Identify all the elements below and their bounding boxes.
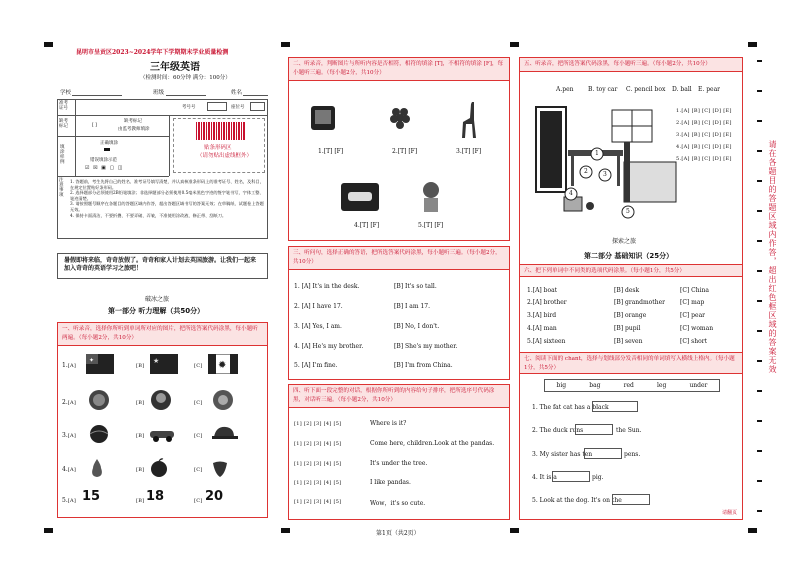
q4-4-options[interactable]: [1] [2] [3] [4] [5] (294, 480, 342, 486)
q7-3-text: 3. My sister has ten (532, 451, 593, 458)
q3-1-b[interactable]: [B] It's so tall. (394, 283, 437, 290)
q6-2-b[interactable]: [B] grandmother (614, 299, 665, 306)
number-20: 20 (205, 489, 224, 504)
q2-1-tf[interactable]: 1.[T] [F] (318, 148, 344, 155)
q7-2-text-end: the Sun. (616, 427, 642, 434)
q7-4-text-end: pig. (592, 474, 604, 481)
fill-example-label: 填涂样例 (60, 145, 65, 165)
coin-image (88, 389, 110, 411)
q1-2-a[interactable]: [A] (67, 400, 77, 406)
word-big: big (556, 382, 567, 389)
q6-4-a[interactable]: 4.[A] man (527, 325, 557, 332)
q3-3-a[interactable]: 3. [A] Yes, I am. (294, 323, 342, 330)
china-flag-image (150, 354, 178, 374)
q5-option-c: C. pencil box (626, 86, 666, 93)
q1-1-a[interactable]: [A] (67, 363, 77, 369)
corner-mark (44, 528, 53, 533)
q3-3-b[interactable]: [B] No, I don't. (394, 323, 440, 330)
adventure-label: 破冰之旅 (145, 296, 170, 303)
q1-3-c[interactable]: [C] (194, 433, 203, 439)
q7-4-answer[interactable] (552, 471, 590, 482)
number-15: 15 (82, 489, 101, 504)
q4-2-text: Come here, children.Look at the pandas. (370, 440, 495, 447)
barcode-area-label: 贴条形码区 (204, 145, 232, 151)
word-leg: leg (657, 382, 667, 389)
q4-instruction: 四、听下面一段完整的对话，根据你所听到的内容给句子排序，把所选序号代码涂黑，对话听三遍。（每小题2分，共10分） (289, 385, 509, 408)
q3-5-a[interactable]: 5. [A] I'm fine. (294, 362, 338, 369)
word-bag: bag (589, 382, 601, 389)
room-number-2: 2 (584, 168, 588, 175)
q1-2-c[interactable]: [C] (194, 400, 203, 406)
q3-4-b[interactable]: [B] She's my mother. (394, 343, 458, 350)
q6-5-c[interactable]: [C] short (680, 338, 708, 345)
q2-instruction: 二、听录音，判断图片与所听内容是否相符，相符的填涂 [T]，不相符的填涂 [F]，每小题听三遍。（每小题2分，共10分） (289, 58, 509, 81)
q7-word-bank (544, 379, 720, 392)
q6-4-c[interactable]: [C] woman (680, 325, 714, 332)
car-sign-image (340, 182, 380, 212)
q4-1-options[interactable]: [1] [2] [3] [4] [5] (294, 421, 342, 427)
q1-4-b[interactable]: [B] (136, 467, 145, 473)
q7-1-text: 1. The fat cat has a black (532, 404, 609, 411)
q6-3-b[interactable]: [B] orange (614, 312, 647, 319)
corner-mark (281, 528, 290, 533)
q3-1-a[interactable]: 1. [A] It's in the desk. (294, 283, 360, 290)
q6-instruction: 六、把下列单词中不同类的选项代码涂黑。（每小题1分，共5分） (520, 264, 742, 277)
wrong-fill-label: 错误填涂示范 (90, 158, 117, 163)
q4-5-options[interactable]: [1] [2] [3] [4] [5] (294, 499, 342, 505)
q5-instruction: 五、听录音，把所选答案代码涂黑，每小题听三遍。（每小题2分，共10分） (520, 58, 742, 72)
part1-title: 第一部分 听力理解（共50分） (108, 307, 205, 315)
q6-1-b[interactable]: [B] desk (614, 287, 640, 294)
seat-label: 座位号 (231, 105, 245, 110)
explore-label: 探索之旅 (612, 238, 637, 245)
turn-page-label: 请翻页 (722, 510, 738, 516)
pear-image (88, 456, 106, 478)
svg-text:★: ★ (153, 357, 160, 365)
q7-2-text: 2. The duck runs (532, 427, 584, 434)
q6-5-a[interactable]: 5.[A] sixteen (527, 338, 566, 345)
part2-title: 第二部分 基础知识（25分） (584, 252, 674, 260)
district-title: 昆明市呈贡区2023~2024学年下学期期末学业质量检测 (76, 49, 229, 56)
q5-1-options[interactable]: 1.[A] [B] [C] [D] [E] (676, 108, 732, 114)
q6-5-b[interactable]: [B] seven (614, 338, 643, 345)
q7-1-answer[interactable] (592, 401, 638, 412)
page-footer: 第1页（共2页） (376, 530, 420, 537)
q1-1-c[interactable]: [C] (194, 363, 203, 369)
q6-2-a[interactable]: 2.[A] brother (527, 299, 567, 306)
q5-option-b: B. toy car (588, 86, 618, 93)
q1-4-a[interactable]: [A] (67, 467, 77, 473)
word-red: red (623, 382, 634, 389)
flag-image (86, 354, 114, 374)
q1-5-a[interactable]: [A] (67, 498, 77, 504)
q6-3-a[interactable]: 3.[A] bird (527, 312, 557, 319)
corner-mark (748, 42, 757, 47)
corner-mark (510, 528, 519, 533)
q7-3-text-end: pens. (624, 451, 641, 458)
q1-5-b[interactable]: [B] (136, 498, 145, 504)
q7-5-answer[interactable] (612, 494, 650, 505)
room-number-4: 4 (569, 190, 573, 197)
q4-3-text: It's under the tree. (370, 460, 428, 467)
q6-2-c[interactable]: [C] map (680, 299, 705, 306)
room-number-3: 3 (603, 171, 607, 178)
room-number-1: 1 (595, 150, 599, 157)
time-score: （检测时间：60分钟 满分：100分） (140, 75, 231, 81)
canada-flag-image (208, 354, 238, 374)
school-label: 学校 (60, 90, 72, 96)
q1-instruction: 一、听录音，选择你所听到单词所对应的图片，把所选答案代码涂黑，每小题听两遍。（每小题2分，共10分） (58, 323, 267, 346)
notes-text: 1. 答题前，考生先将自己的姓名、准考证号填写清楚，并认真核准条形码上的准考证号、姓名，及科目，在规定位置贴好条形码。 2. 选择题部分必须使用2B铅笔填涂；非选择题部分必须使用0.5毫米黑色字迹的签字笔书写，字体工整、笔迹清楚。 3. 请按照题号顺序在各题目的答题区域内作答，超出答题区域书写的答案无效；在草稿纸、试题卷上答题无效。 4. 保持卡面清洁，不要折叠、不要弄破、弄皱，不准使用涂改液、修正带、刮纸刀。 (70, 179, 264, 218)
q1-2-b[interactable]: [B] (136, 400, 145, 406)
q6-4-b[interactable]: [B] pupil (614, 325, 641, 332)
q4-3-options[interactable]: [1] [2] [3] [4] [5] (294, 461, 342, 467)
barcode-graphic (196, 122, 246, 140)
number-18: 18 (146, 489, 165, 504)
q4-5-text: Wow，it's so cute. (370, 500, 426, 507)
subject-title: 三年级英语 (150, 62, 200, 73)
marker-label: 缺考标记 (59, 119, 68, 129)
intro-box (57, 253, 268, 279)
q3-4-a[interactable]: 4. [A] He's my brother. (294, 343, 364, 350)
q5-3-options[interactable]: 3.[A] [B] [C] [D] [E] (676, 132, 732, 138)
cap-image (210, 424, 238, 442)
tv-image (310, 104, 336, 134)
q3-panel (288, 246, 510, 380)
marker-note-2: 由监考教师填涂 (118, 127, 150, 132)
corner-mark (281, 42, 290, 47)
absent-marker-box[interactable]: [ ] (92, 123, 97, 128)
barcode-note: （请勿贴出虚线框外） (197, 153, 253, 159)
q4-4-text: I like pandas. (370, 479, 411, 486)
coin-image (212, 389, 234, 411)
seat-input[interactable] (250, 102, 265, 111)
q3-5-b[interactable]: [B] I'm from China. (394, 362, 453, 369)
q6-3-c[interactable]: [C] pear (680, 312, 706, 319)
notes-label: 注意事项 (59, 178, 64, 198)
exam-code-input[interactable] (207, 102, 227, 111)
giraffe-image (458, 100, 480, 140)
marker-note: 缺考标记 (124, 119, 142, 124)
toy-car-image (148, 426, 176, 442)
q7-5-text: 5. Look at the dog. It's on the (532, 497, 622, 504)
q5-2-options[interactable]: 2.[A] [B] [C] [D] [E] (676, 120, 732, 126)
boy-image (418, 180, 444, 214)
q7-2-answer[interactable] (575, 424, 613, 435)
q7-4-text: 4. It is a (532, 474, 557, 481)
q7-instruction: 七、阅读下面的 chant，选择与划线部分发音相同的单词填写入横线上格内。（每小题1分，共5分） (520, 352, 742, 374)
q3-2-a[interactable]: 2. [A] I have 17. (294, 303, 343, 310)
ball-image (88, 424, 110, 444)
q1-5-c[interactable]: [C] (194, 498, 203, 504)
timing-marks (757, 60, 763, 520)
name-label: 姓名 (231, 90, 243, 96)
coin-image (150, 389, 172, 411)
q1-3-b[interactable]: [B] (136, 433, 145, 439)
correct-fill-label: 正确填涂 (100, 141, 118, 146)
corner-mark (44, 42, 53, 47)
q3-2-b[interactable]: [B] I am 17. (394, 303, 430, 310)
bedroom-illustration (528, 102, 678, 222)
word-under: under (689, 382, 708, 389)
exam-no-label: 准考证号 (59, 101, 68, 111)
room-number-5: 5 (626, 208, 630, 215)
corner-mark (748, 528, 757, 533)
q2-4-tf[interactable]: 4.[T] [F] (354, 222, 380, 229)
exam-code-label: 考号号 (182, 105, 196, 110)
apple-image (148, 456, 170, 478)
q6-1-a[interactable]: 1.[A] boat (527, 287, 558, 294)
q5-option-d: D. ball (672, 86, 692, 93)
q4-1-text: Where is it? (370, 420, 407, 427)
strawberry-image (210, 456, 230, 478)
q1-1-b[interactable]: [B] (136, 363, 145, 369)
side-warning: 请在各题目的答题区域内作答，超出红色框区域的答案无效 (768, 140, 777, 374)
class-label: 班级 (153, 90, 165, 96)
q1-4-c[interactable]: [C] (194, 467, 203, 473)
wrong-fill-samples: ☑ ☒ ▣ ▢ ◫ (85, 165, 124, 171)
q6-1-c[interactable]: [C] China (680, 287, 709, 294)
q2-3-tf[interactable]: 3.[T] [F] (456, 148, 482, 155)
q5-4-options[interactable]: 4.[A] [B] [C] [D] [E] (676, 144, 732, 150)
q7-3-answer[interactable] (584, 448, 622, 459)
svg-text:✹: ✹ (218, 360, 227, 371)
q4-2-options[interactable]: [1] [2] [3] [4] [5] (294, 441, 342, 447)
q2-5-tf[interactable]: 5.[T] [F] (418, 222, 444, 229)
q3-instruction: 三、听问句，选择正确的答语，把所选答案代码涂黑，每小题听三遍。（每小题2分，共10分） (289, 247, 509, 270)
q2-2-tf[interactable]: 2.[T] [F] (392, 148, 418, 155)
grapes-image (388, 104, 414, 136)
q5-option-e: E. pear (698, 86, 721, 93)
q1-3-a[interactable]: [A] (67, 433, 77, 439)
q5-5-options[interactable]: 5.[A] [B] [C] [D] [E] (676, 156, 732, 162)
corner-mark (510, 42, 519, 47)
svg-text:✦: ✦ (89, 357, 95, 364)
q5-option-a: A.pen (556, 86, 574, 93)
intro-text: 暑假即将来临，奇奇放假了。奇奇和家人计划去英国旅游。让我们一起来加入奇奇的英语学习之旅吧！ (64, 257, 257, 272)
